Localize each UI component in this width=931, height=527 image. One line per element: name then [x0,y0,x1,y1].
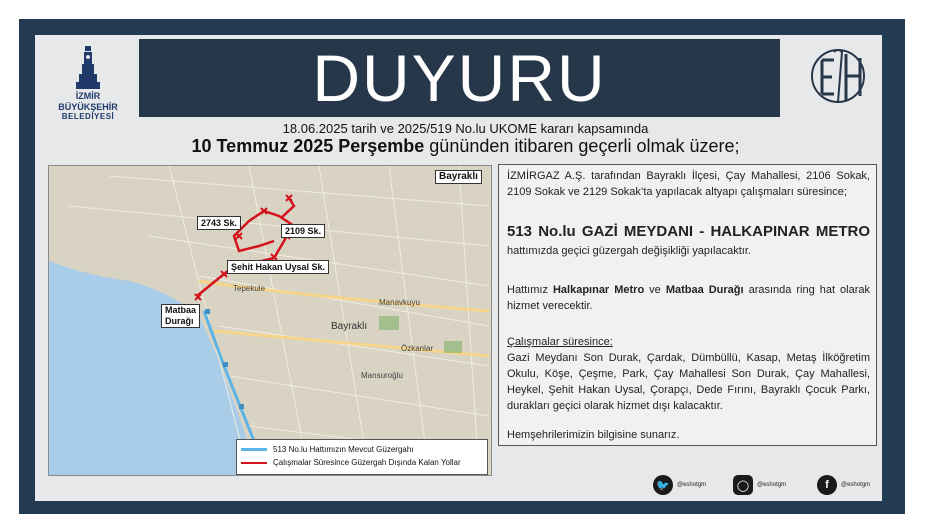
closed-stops-list: Gazi Meydanı Son Durak, Çardak, Dümbüllü, Kasap, Metaş İlköğretim Okulu, Köşe, Çeşme, Park, Çay Mahallesi Son Durak, Çay Mahallesi, Heykel, Şehit Hakan Uysal, Çorapçı, Dede Fırını, Bayraklı Çocuk Parkı, durakları geçici olarak hizmet dışı kalacaktır. [507,352,870,412]
route-map [48,165,492,476]
eshot-emblem-icon [808,44,868,110]
facebook-icon: f [817,475,837,495]
map-district-mansuroglu: Mansuroğlu [361,371,403,380]
legend-row-excluded [241,458,461,467]
info-p3-text-a: Hattımız [507,284,553,296]
map-label-matbaa-line2: Durağı [165,316,194,326]
map-label-sehit-hakan-uysal-sk: Şehit Hakan Uysal Sk. [227,260,329,274]
map-district-bayrakli: Bayraklı [331,321,368,332]
info-paragraph-3 [507,282,870,314]
info-paragraph-1: İZMİRGAZ A.Ş. tarafından Bayraklı İlçesi, Çay Mahallesi, 2106 Sokak, 2109 Sokak ve 2129 Sokak’ta yapılacak altyapı çalışmaları süresince; [507,170,870,198]
clock-tower-icon [73,44,103,90]
route-name: 513 No.lu GAZİ MEYDANI - HALKAPINAR METRO [507,223,870,240]
decision-reference: 18.06.2025 tarih ve 2025/519 No.lu UKOME kararı kapsamında [282,121,649,136]
map-label-matbaa-duragi [161,304,200,328]
social-instagram[interactable] [733,472,786,498]
effective-date-suffix: gününden itibaren geçerli olmak üzere; [424,136,740,156]
info-paragraph-2 [507,221,870,259]
legend-excluded-roads: Çalışmalar Süresince Güzergah Dışında Kalan Yollar [273,458,461,467]
map-graphic [49,166,491,475]
instagram-icon: ◯ [733,475,753,495]
announcement-text-box [498,164,877,446]
info-paragraph-4 [507,334,870,414]
twitter-handle: @eshotgm [677,482,707,488]
effective-date-line [0,136,931,157]
logo-text-belediyesi: BELEDİYESİ [61,112,115,121]
legend-swatch-route [241,448,267,451]
map-label-2743-sk: 2743 Sk. [197,216,241,230]
facebook-handle: @eshotgm [841,482,871,488]
legend-current-route: 513 No.lu Hattımızın Mevcut Güzergahı [273,445,414,454]
map-district-box: Bayraklı [435,170,482,184]
legend-row-current-route [241,445,414,454]
works-title: Çalışmalar süresince: [507,336,613,348]
eshot-logo [808,44,868,110]
izmir-municipality-logo [58,44,118,121]
instagram-handle: @eshotgm [757,482,787,488]
info-p3-halkapinar: Halkapınar Metro [552,284,645,296]
social-twitter[interactable] [653,472,706,498]
info-p3-text-c: ve [644,284,666,296]
page-title: DUYURU [139,39,780,117]
info-p3-text-e: arasında ring hat olarak hizmet verecektir. [507,284,870,312]
logo-text-izmir: İZMİR [75,91,101,101]
effective-date: 10 Temmuz 2025 Perşembe [191,136,425,156]
map-label-matbaa-line1: Matbaa [165,305,197,315]
info-p3-matbaa: Matbaa Durağı [665,284,744,296]
route-change-text: hattımızda geçici güzergah değişikliği yapılacaktır. [507,245,751,257]
legend-swatch-excluded [241,462,267,464]
map-legend [236,439,488,475]
map-district-manavkuyu: Manavkuyu [379,298,420,307]
twitter-icon: 🐦 [653,475,673,495]
social-facebook[interactable] [817,472,870,498]
map-label-2109-sk: 2109 Sk. [281,224,325,238]
logo-text-buyuksehir: BÜYÜKŞEHİR [58,102,118,112]
info-closing: Hemşehrilerimizin bilgisine sunarız. [507,429,680,441]
map-district-tepekule: Tepekule [233,284,266,293]
map-district-ozkanlar: Özkanlar [401,344,434,353]
